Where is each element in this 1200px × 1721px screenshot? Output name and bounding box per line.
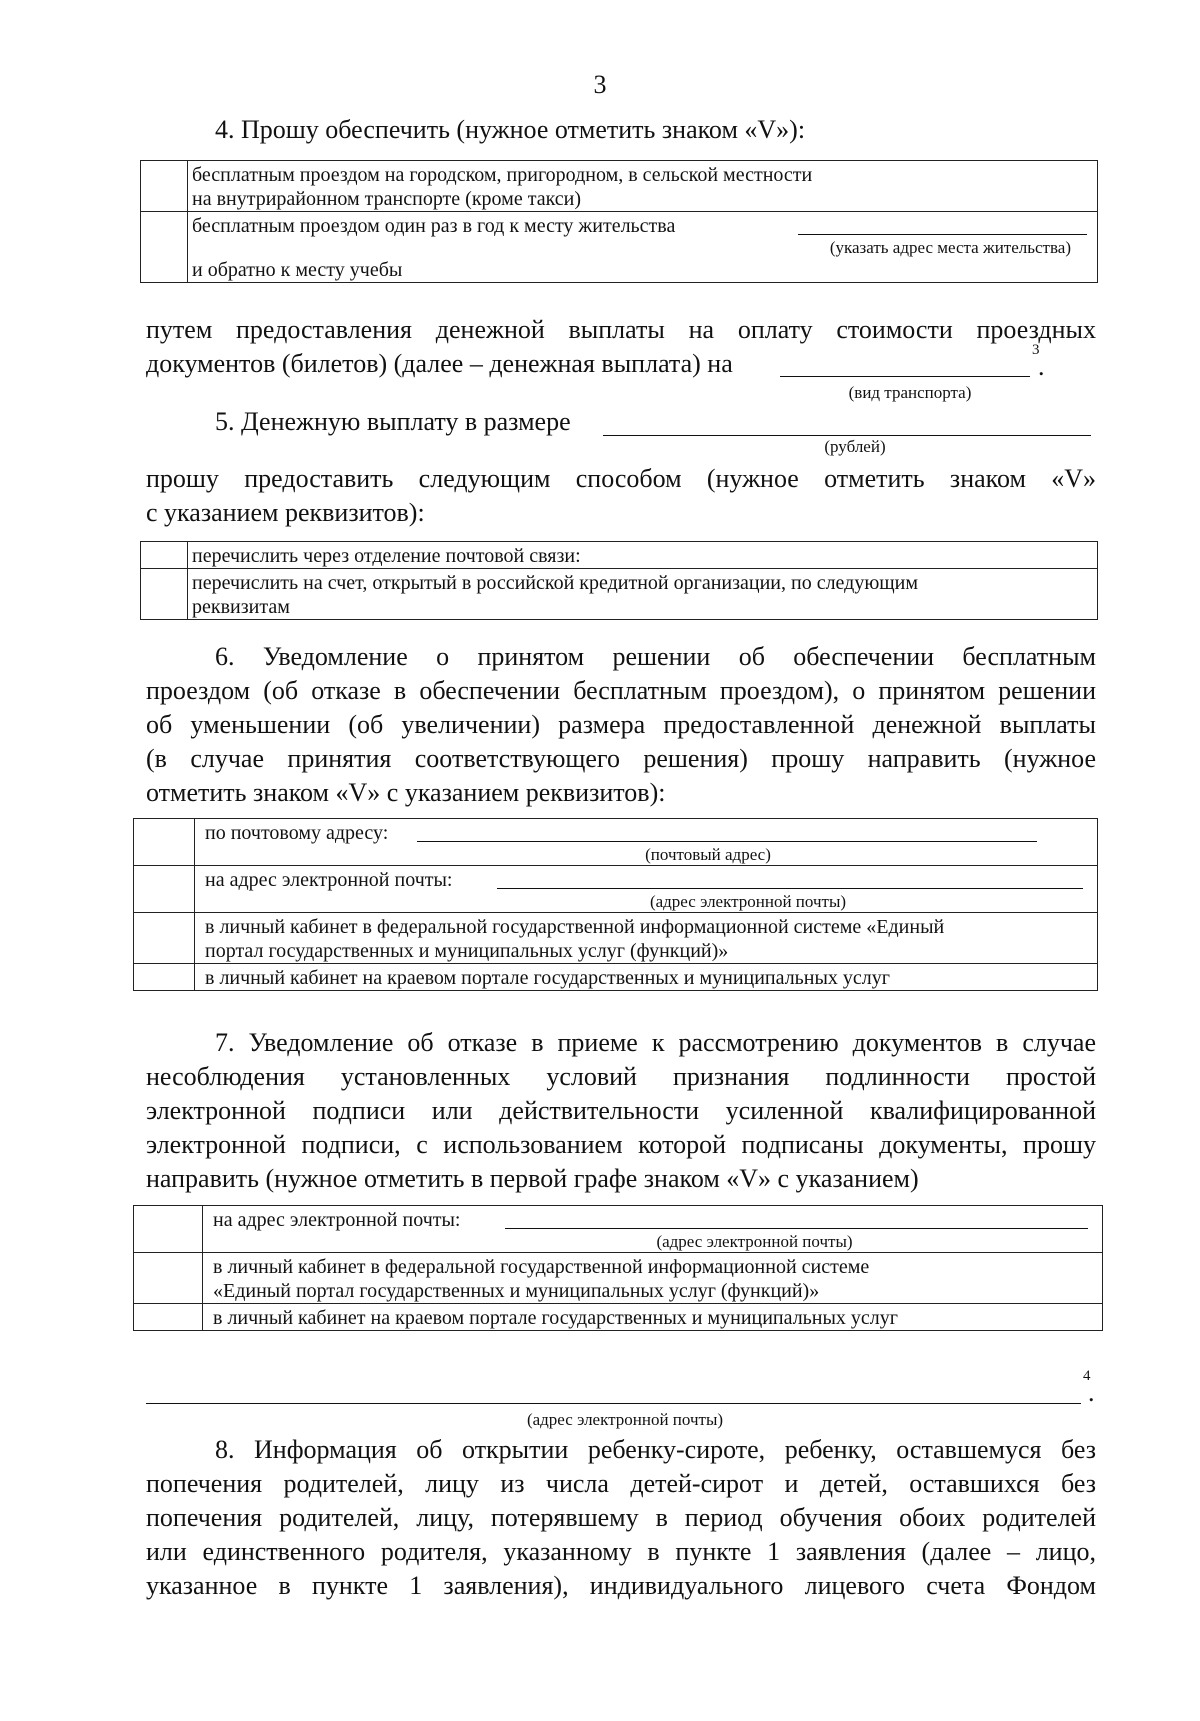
option-text: на внутрирайонном транспорте (кроме такси)	[192, 188, 582, 210]
option-cell	[188, 212, 1098, 283]
table-row	[141, 542, 1098, 569]
field-caption: (вид транспорта)	[848, 383, 972, 402]
table-row	[134, 866, 1098, 913]
email-address-field[interactable]	[505, 1228, 1088, 1229]
option-cell	[203, 1253, 1103, 1304]
paragraph-line: с указанием реквизитов):	[146, 498, 425, 527]
paragraph-line: указанное в пункте 1 заявления), индивидуального лицевого счета Фондом	[146, 1571, 1096, 1600]
table-row	[134, 1206, 1103, 1253]
payment-amount-field[interactable]	[603, 405, 1091, 436]
paragraph-line: направить (нужное отметить в первой графе знаком «V» с указанием)	[146, 1164, 919, 1193]
section-4-options-table	[140, 160, 1098, 283]
checkbox-cell[interactable]	[134, 819, 195, 866]
section-7-options-table	[133, 1205, 1103, 1331]
email-address-field[interactable]	[497, 888, 1083, 889]
section-5-options-table	[140, 541, 1098, 620]
option-text: и обратно к месту учебы	[192, 259, 403, 281]
option-text: «Единый портал государственных и муниципальных услуг (функций)»	[213, 1280, 820, 1302]
paragraph-line: документов (билетов) (далее – денежная выплата) на	[146, 349, 733, 378]
table-row	[134, 1304, 1103, 1331]
field-caption: (указать адрес места жительства)	[829, 238, 1071, 257]
option-text: бесплатным проездом один раз в год к месту жительства	[192, 215, 676, 237]
paragraph-line: путем предоставления денежной выплаты на оплату стоимости проездных	[146, 315, 1096, 344]
paragraph-line: проездом (об отказе в обеспечении бесплатным проездом), о принятом решении	[146, 676, 1096, 705]
option-text: на адрес электронной почты:	[213, 1209, 461, 1231]
paragraph-line: 6. Уведомление о принятом решении об обеспечении бесплатным	[215, 642, 1096, 671]
field-caption: (адрес электронной почты)	[656, 1232, 853, 1251]
paragraph-line: об уменьшении (об увеличении) размера предоставленной денежной выплаты	[146, 710, 1096, 739]
checkbox-cell[interactable]	[134, 913, 195, 964]
option-cell	[188, 161, 1098, 212]
option-text: портал государственных и муниципальных услуг (функций)»	[205, 940, 729, 962]
paragraph-line: прошу предоставить следующим способом (нужное отметить знаком «V»	[146, 464, 1096, 493]
paragraph-line: электронной подписи или действительности усиленной квалифицированной	[146, 1096, 1096, 1125]
option-text: в личный кабинет на краевом портале государственных и муниципальных услуг	[213, 1307, 898, 1329]
paragraph-line: (в случае принятия соответствующего решения) прошу направить (нужное	[146, 744, 1096, 773]
table-row	[134, 913, 1098, 964]
section-4-heading: 4. Прошу обеспечить (нужное отметить знаком «V»):	[215, 115, 806, 144]
table-row	[134, 964, 1098, 991]
field-caption: (адрес электронной почты)	[649, 892, 847, 911]
field-caption: (рублей)	[824, 437, 886, 456]
option-cell	[195, 913, 1098, 964]
residence-address-field[interactable]	[798, 234, 1087, 235]
option-text: перечислить через отделение почтовой связи:	[192, 545, 581, 567]
email-address-line[interactable]	[146, 1375, 1081, 1404]
field-caption: (почтовый адрес)	[645, 845, 771, 864]
checkbox-cell[interactable]	[134, 1304, 203, 1331]
checkbox-cell[interactable]	[134, 1206, 203, 1253]
paragraph-line: 7. Уведомление об отказе в приеме к рассмотрению документов в случае	[215, 1028, 1096, 1057]
option-text: на адрес электронной почты:	[205, 869, 453, 891]
paragraph-line: попечения родителей, лицу, потерявшему в период обучения обоих родителей	[146, 1503, 1096, 1532]
section-6-options-table	[133, 818, 1098, 991]
option-cell	[203, 1206, 1103, 1253]
option-cell	[188, 542, 1098, 569]
option-text: по почтовому адресу:	[205, 822, 389, 844]
option-cell	[195, 866, 1098, 913]
checkbox-cell[interactable]	[134, 964, 195, 991]
option-text: реквизитам	[192, 596, 290, 618]
footnote-mark: 4	[1083, 1368, 1091, 1384]
transport-type-field[interactable]	[780, 349, 1030, 377]
option-cell	[195, 964, 1098, 991]
paragraph-line: 8. Информация об открытии ребенку-сироте, ребенку, оставшемуся без	[215, 1435, 1096, 1464]
table-row	[141, 569, 1098, 620]
option-text: в личный кабинет в федеральной государственной информационной системе «Единый	[205, 916, 945, 938]
paragraph-line: электронной подписи, с использованием которой подписаны документы, прошу	[146, 1130, 1096, 1159]
section-5-heading: 5. Денежную выплату в размере	[215, 407, 571, 436]
paragraph-line: или единственного родителя, указанному в пункте 1 заявления (далее – лицо,	[146, 1537, 1096, 1566]
period: .	[1088, 1378, 1095, 1407]
option-text: в личный кабинет на краевом портале государственных и муниципальных услуг	[205, 967, 890, 989]
period: .	[1038, 352, 1045, 381]
table-row	[141, 161, 1098, 212]
checkbox-cell[interactable]	[134, 1253, 203, 1304]
table-row	[134, 1253, 1103, 1304]
checkbox-cell[interactable]	[141, 161, 188, 212]
table-row	[134, 819, 1098, 866]
postal-address-field[interactable]	[417, 841, 1037, 842]
checkbox-cell[interactable]	[134, 866, 195, 913]
checkbox-cell[interactable]	[141, 212, 188, 283]
option-cell	[188, 569, 1098, 620]
footnote-mark: 3	[1032, 342, 1040, 358]
checkbox-cell[interactable]	[141, 569, 188, 620]
table-row	[141, 212, 1098, 283]
option-text: в личный кабинет в федеральной государственной информационной системе	[213, 1256, 870, 1278]
field-caption: (адрес электронной почты)	[526, 1410, 724, 1429]
page-number: 3	[593, 70, 607, 99]
checkbox-cell[interactable]	[141, 542, 188, 569]
option-text: бесплатным проездом на городском, пригородном, в сельской местности	[192, 164, 813, 186]
paragraph-line: несоблюдения установленных условий признания подлинности простой	[146, 1062, 1096, 1091]
option-text: перечислить на счет, открытый в российской кредитной организации, по следующим	[192, 572, 919, 594]
option-cell	[195, 819, 1098, 866]
option-cell	[203, 1304, 1103, 1331]
paragraph-line: попечения родителей, лицу из числа детей-сирот и детей, оставшихся без	[146, 1469, 1096, 1498]
paragraph-line: отметить знаком «V» с указанием реквизитов):	[146, 778, 666, 807]
